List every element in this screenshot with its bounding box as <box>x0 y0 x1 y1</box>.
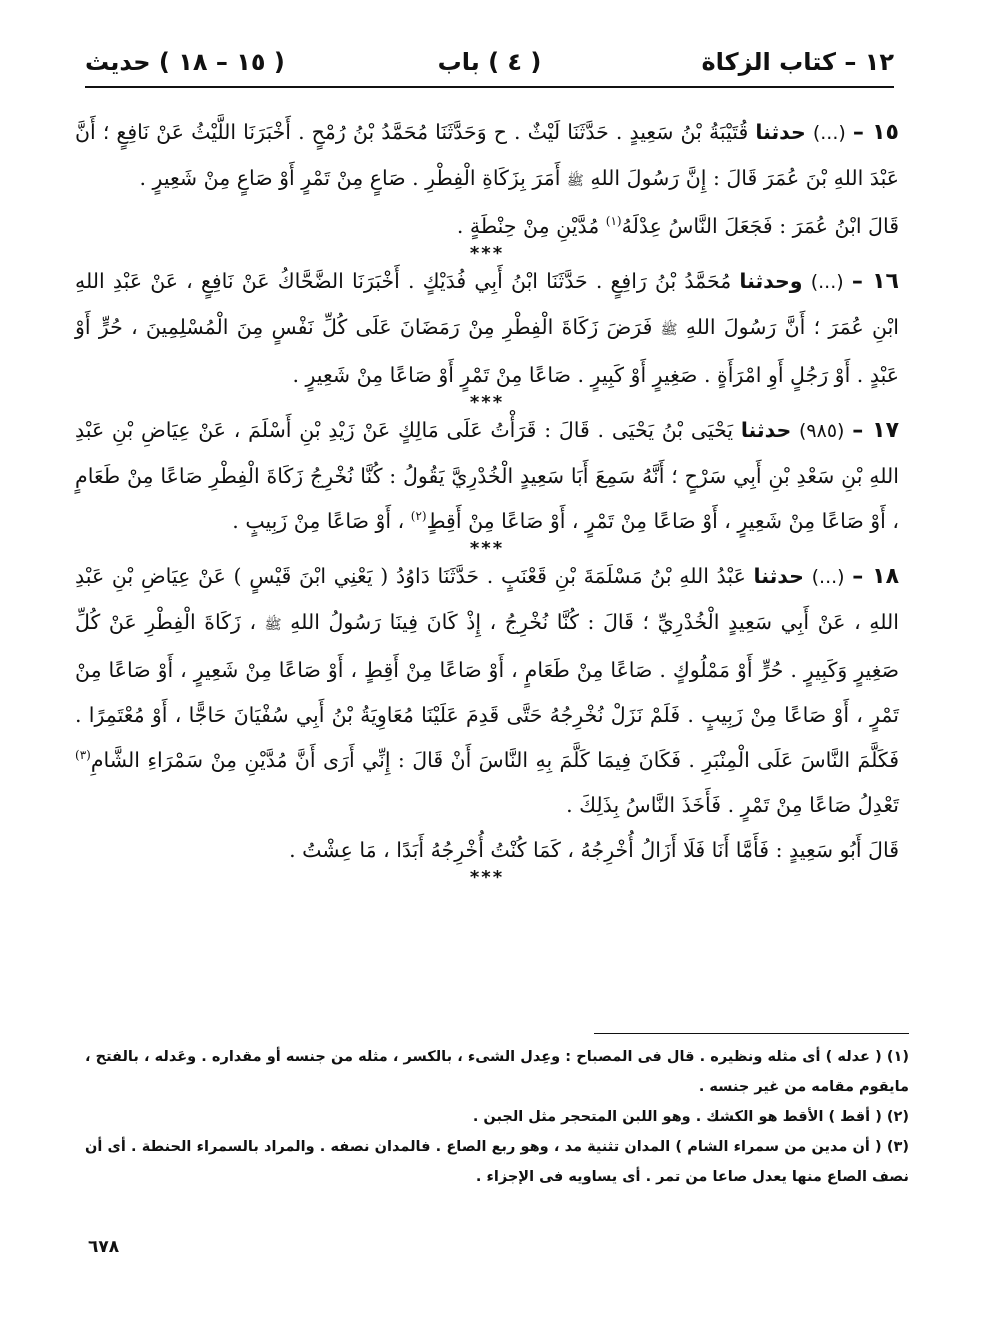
footnote-marker: (٢) <box>410 509 427 524</box>
hadith-text: قُتَيْبَةُ بْنُ سَعِيدٍ . حَدَّثَنَا لَيْثٌ . ح وَحَدَّثَنَا مُحَمَّدُ بْنُ رُمْحٍ . أَخْبَرَنَا اللَّيْثُ عَنْ نَافِعٍ ؛ أَنَّ عَبْدَ اللهِ بْنَ عُمَرَ قَالَ : إِنَّ رَسُولَ اللهِ <box>75 120 899 190</box>
hadith-reference: (...) <box>812 122 846 144</box>
narration-keyword: حدثنا <box>753 564 804 588</box>
hadith-text-continued: أَمَرَ بِزَكَاةِ الْفِطْرِ . صَاعٍ مِنْ تَمْرٍ أَوْ صَاعٍ مِنْ شَعِيرٍ . <box>139 166 561 190</box>
narration-keyword-prefix: و <box>789 269 803 293</box>
running-header <box>85 40 894 88</box>
section-separator: *** <box>469 867 505 888</box>
hadith-number: ١٧ – <box>852 418 899 443</box>
hadith-text: عَبْدُ اللهِ بْنُ مَسْلَمَةَ بْنِ قَعْنَبٍ . حَدَّثَنَا دَاوُدُ ( يَعْنِي ابْنَ قَيْسٍ ) عَنْ عِيَاضِ بْنِ عَبْدِ اللهِ ، عَنْ أَبِي سَعِيدٍ الْخُدْرِيِّ ؛ قَالَ : كُنَّا نُخْرِجُ ، إِذْ كَانَ فِينَا رَسُولُ اللهِ <box>75 564 899 634</box>
hadith-number: ١٨ – <box>852 564 899 589</box>
page-number: ٦٧٨ <box>88 1237 120 1257</box>
main-text <box>75 110 899 888</box>
hadith-number: ١٦ – <box>851 269 899 294</box>
hadith-reference: (٩٨٥) <box>799 420 845 442</box>
narration-keyword: حدثنا <box>739 269 790 293</box>
hadith-15 <box>75 110 899 249</box>
narration-keyword: حدثنا <box>755 120 806 144</box>
hadith-18 <box>75 554 899 873</box>
hadith-text: يَحْيَى بْنُ يَحْيَى . قَالَ : قَرَأْتُ عَلَى مَالِكٍ عَنْ زَيْدِ بْنِ أَسْلَمَ ، عَنْ عِيَاضِ بْنِ عَبْدِ اللهِ بْنِ سَعْدِ بْنِ أَبِي سَرْحٍ ؛ أَنَّهُ سَمِعَ أَبَا سَعِيدٍ الْخُدْرِيَّ يَقُولُ : كُنَّا نُخْرِجُ زَكَاةَ الْفِطْرِ صَاعًا مِنْ طَعَامٍ ، أَوْ صَاعًا مِنْ شَعِيرٍ ، أَوْ صَاعًا مِنْ تَمْرٍ ، أَوْ صَاعًا مِنْ أَقِطٍ <box>75 418 899 533</box>
salutation-seal: ﷺ <box>566 173 584 189</box>
hadith-text-end: تَعْدِلُ صَاعًا مِنْ تَمْرٍ . فَأَخَذَ النَّاسُ بِذَلِكَ . <box>566 793 899 817</box>
salutation-seal: ﷺ <box>660 322 678 338</box>
hadith-comment: قَالَ ابْنُ عُمَرَ : فَجَعَلَ النَّاسُ عِدْلَهُ <box>621 214 899 238</box>
hadith-comment-continued: مُدَّيْنِ مِنْ حِنْطَةٍ . <box>456 214 600 238</box>
book-title: ١٢ – كتاب الزكاة <box>701 48 894 76</box>
footnote-divider <box>594 1033 909 1034</box>
salutation-seal: ﷺ <box>264 617 282 633</box>
footnote-3: (٣) ( أن مدين من سمراء الشام ) المدان تثنية مد ، وهو ربع الصاع . فالمدان نصفه . والمراد بالسمراء الحنطة . أى أن نصف الصاع منها يعدل صاعا من تمر . أى يساويه فى الإجزاء . <box>85 1139 909 1185</box>
footnote-marker: (٣) <box>75 748 91 763</box>
hadith-16 <box>75 259 899 398</box>
hadith-number: ١٥ – <box>852 120 899 145</box>
section-separator: *** <box>469 538 505 559</box>
narration-keyword: حدثنا <box>740 418 792 442</box>
hadith-text-continued: فَرَضَ زَكَاةَ الْفِطْرِ مِنْ رَمَضَانَ عَلَى كُلِّ نَفْسٍ مِنَ الْمُسْلِمِينَ ، حُرٍّ أَوْ عَبْدٍ . أَوْ رَجُلٍ أَوِ امْرَأَةٍ . صَغِيرٍ أَوْ كَبِيرٍ . صَاعًا مِنْ تَمْرٍ أَوْ صَاعًا مِنْ شَعِيرٍ . <box>75 315 899 387</box>
section-separator: *** <box>469 392 505 413</box>
hadith-text: مُحَمَّدُ بْنُ رَافِعٍ . حَدَّثَنَا ابْنُ أَبِي فُدَيْكٍ . أَخْبَرَنَا الضَّحَّاكُ عَنْ نَافِعٍ ، عَنْ عَبْدِ اللهِ ابْنِ عُمَرَ ؛ أَنَّ رَسُولَ اللهِ <box>75 269 899 339</box>
hadith-comment: قَالَ أَبُو سَعِيدٍ : فَأَمَّا أَنَا فَلَا أَزَالُ أُخْرِجُهُ ، كَمَا كُنْتُ أُخْرِجُهُ أَبَدًا ، مَا عِشْتُ . <box>289 838 899 862</box>
hadith-reference: (...) <box>811 566 845 588</box>
chapter-title: ( ٤ ) باب <box>437 48 542 76</box>
hadith-reference: (...) <box>810 271 844 293</box>
footnote-2: (٢) ( أقط ) الأقط هو الكشك . وهو اللبن المتحجر مثل الجبن . <box>472 1109 909 1125</box>
hadith-range: ( ١٥ – ١٨ ) حديث <box>85 48 285 76</box>
hadith-text-continued: ، زَكَاةَ الْفِطْرِ عَنْ كُلِّ صَغِيرٍ وَكَبِيرٍ . حُرٍّ أَوْ مَمْلُوكٍ . صَاعًا مِنْ طَعَامٍ ، أَوْ صَاعًا مِنْ أَقِطٍ ، أَوْ صَاعًا مِنْ شَعِيرٍ ، أَوْ صَاعًا مِنْ تَمْرٍ ، أَوْ صَاعًا مِنْ زَبِيبٍ . فَلَمْ نَزَلْ نُخْرِجُهُ حَتَّى قَدِمَ عَلَيْنَا مُعَاوِيَةُ بْنُ أَبِي سُفْيَانَ حَاجًّا ، أَوْ مُعْتَمِرًا . فَكَلَّمَ النَّاسَ عَلَى الْمِنْبَرِ . فَكَانَ فِيمَا كَلَّمَ بِهِ النَّاسَ أَنْ قَالَ : إِنِّي أَرَى أَنَّ مُدَّيْنِ مِنْ سَمْرَاءِ الشَّامِ <box>75 610 899 772</box>
section-separator: *** <box>469 243 505 264</box>
footnote-marker: (١) <box>605 214 622 229</box>
hadith-text-continued: ، أَوْ صَاعًا مِنْ زَبِيبٍ . <box>232 509 405 533</box>
footnote-1: (١) ( عدله ) أى مثله ونظيره . قال فى المصباح : وعِدل الشىء ، بالكسر ، مثله من جنسه أو مقداره . وعَدله ، بالفتح ، مايقوم مقامه من غير جنسه . <box>85 1049 909 1095</box>
hadith-17 <box>75 408 899 544</box>
footnotes <box>85 1042 909 1192</box>
